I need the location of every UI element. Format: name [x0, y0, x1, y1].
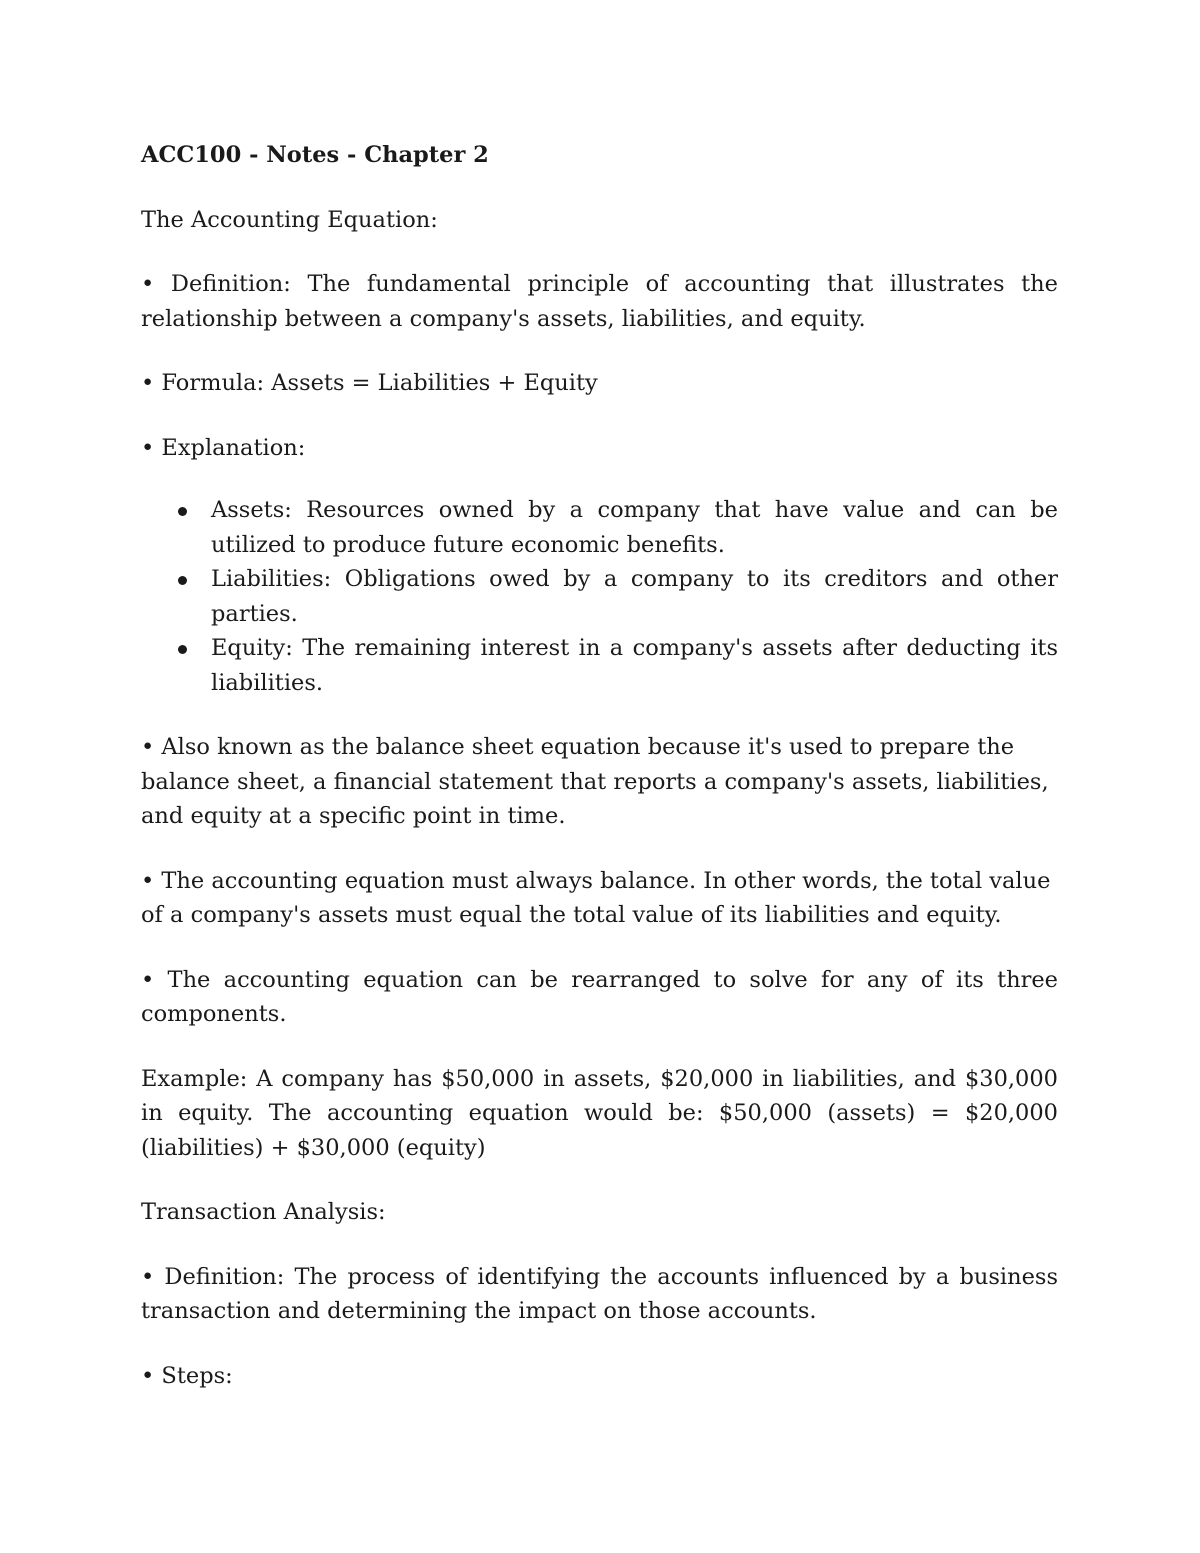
formula-paragraph: • Formula: Assets = Liabilities + Equity	[141, 370, 598, 396]
bullet-icon	[178, 645, 187, 654]
document-title: ACC100 - Notes - Chapter 2	[141, 142, 489, 168]
section-heading-transaction-analysis: Transaction Analysis:	[141, 1199, 386, 1225]
must-balance-paragraph: • The accounting equation must always balance. In other words, the total value of a company's assets must equal the total value of its liabilities and equity.	[141, 867, 1051, 928]
explanation-list	[141, 493, 1058, 700]
list-item-text: Liabilities: Obligations owed by a company to its creditors and other parties.	[211, 566, 1058, 627]
list-item	[211, 493, 1058, 562]
section-heading-accounting-equation: The Accounting Equation:	[141, 206, 438, 233]
also-known-paragraph: • Also known as the balance sheet equation because it's used to prepare the balance sheet, a financial statement that reports a company's assets, liabilities, and equity at a specific point in time.	[141, 734, 1049, 829]
rearranged-paragraph: • The accounting equation can be rearranged to solve for any of its three components.	[141, 966, 1058, 1027]
list-item	[211, 631, 1058, 700]
transaction-definition-paragraph: • Definition: The process of identifying the accounts influenced by a business transaction and determining the impact on those accounts.	[141, 1263, 1058, 1324]
list-item-text: Equity: The remaining interest in a company's assets after deducting its liabilities.	[211, 635, 1058, 696]
bullet-icon	[178, 507, 187, 516]
example-paragraph: Example: A company has $50,000 in assets, $20,000 in liabilities, and $30,000 in equity. The accounting equation would be: $50,000 (assets) = $20,000 (liabilities) + $30,000 (equity)	[141, 1065, 1058, 1161]
list-item-text: Assets: Resources owned by a company that have value and can be utilized to produce future economic benefits.	[211, 497, 1058, 558]
document-page	[141, 138, 1058, 1423]
explanation-label: • Explanation:	[141, 434, 306, 461]
definition-paragraph: • Definition: The fundamental principle of accounting that illustrates the relationship between a company's assets, liabilities, and equity.	[141, 271, 1058, 332]
bullet-icon	[178, 576, 187, 585]
list-item	[211, 562, 1058, 631]
steps-label: • Steps:	[141, 1362, 233, 1389]
